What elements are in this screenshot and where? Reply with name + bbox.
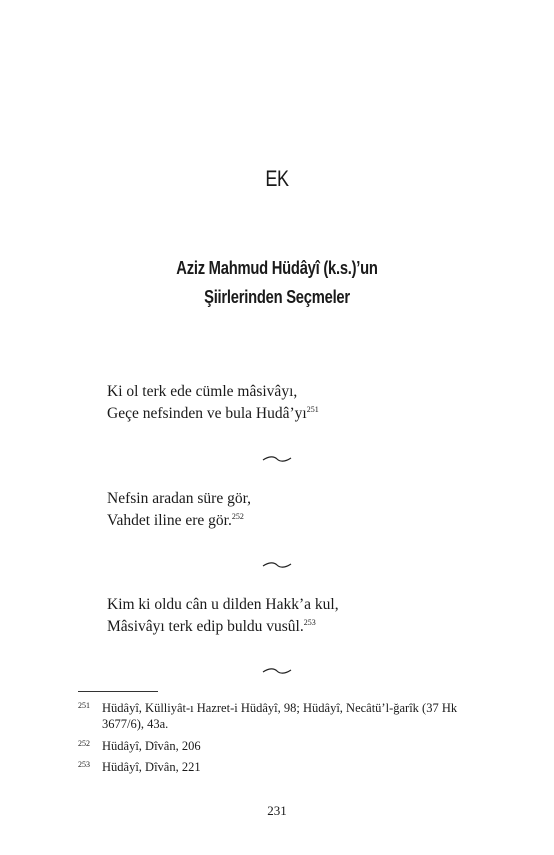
footnote-number: 251 <box>78 701 90 710</box>
footnote-number: 253 <box>78 760 90 769</box>
footnote-number: 252 <box>78 739 90 748</box>
stanza-1-line-2 <box>107 403 319 425</box>
stanza-3-line-1: Kim ki oldu cân u dilden Hakk’a kul, <box>107 596 339 613</box>
footnote-text: Hüdâyî, Dîvân, 221 <box>102 760 201 774</box>
stanza-divider-ornament-icon <box>262 561 292 569</box>
stanza-3-line-2 <box>107 616 339 638</box>
footnote-253 <box>78 759 498 775</box>
stanza-divider-ornament-icon <box>262 667 292 675</box>
page-number: 231 <box>267 803 287 818</box>
footnote-251 <box>78 700 498 732</box>
footnote-ref-252: 252 <box>231 511 244 521</box>
heading-line-2: Şiirlerinden Seçmeler <box>204 287 350 307</box>
stanza-1-line-2-text: Geçe nefsinden ve bula Hudâ’yı <box>107 404 307 422</box>
poem-stanza-3 <box>107 594 339 637</box>
stanza-2-line-1: Nefsin aradan süre gör, <box>107 490 251 507</box>
footnote-ref-253: 253 <box>303 617 316 627</box>
footnote-text: Hüdâyî, Dîvân, 206 <box>102 739 201 753</box>
footnote-252 <box>78 738 498 754</box>
chapter-heading <box>50 254 504 312</box>
stanza-2-line-2-text: Vahdet iline ere gör. <box>107 511 232 529</box>
stanza-divider-ornament-icon <box>262 455 292 463</box>
footnote-separator <box>78 691 158 692</box>
footnote-ref-251: 251 <box>306 404 319 414</box>
stanza-1-line-1: Ki ol terk ede cümle mâsivâyı, <box>107 383 298 400</box>
heading-line-1: Aziz Mahmud Hüdâyî (k.s.)’un <box>176 258 378 278</box>
stanza-3-line-2-text: Mâsivâyı terk edip buldu vusûl. <box>107 617 304 635</box>
section-title: EK <box>265 166 289 191</box>
stanza-2-line-2 <box>107 510 251 532</box>
poem-stanza-1 <box>107 381 319 424</box>
footnote-text: Hüdâyî, Külliyât-ı Hazret-i Hüdâyî, 98; Hüdâyî, Necâtü’l-ğarîk (37 Hk 3677/6), 43a. <box>102 701 458 731</box>
poem-stanza-2 <box>107 488 251 531</box>
